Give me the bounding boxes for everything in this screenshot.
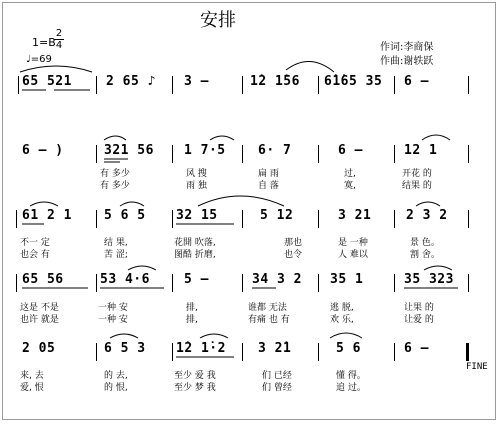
measure-notes: 6 5 3: [104, 341, 146, 356]
lyric-verse1: 结 果,: [104, 238, 128, 248]
lyric-verse1: 让果 的: [404, 303, 434, 313]
measure-notes: 1̇2 1̇56: [250, 74, 300, 89]
time-signature-top: 2: [55, 28, 63, 39]
lyric-verse1: 开花 的: [402, 169, 432, 179]
slur: [416, 202, 440, 206]
lyric-verse2: 雨 独: [186, 181, 207, 191]
song-title: 安排: [200, 10, 236, 31]
slur: [120, 202, 144, 206]
lyric-verse2: 一种 安: [98, 315, 128, 325]
measure-notes: 2 65 ♪: [106, 74, 156, 89]
lyric-verse2: 有 多少: [100, 181, 130, 191]
measure-notes: 321 56: [104, 143, 154, 158]
measure-notes: 6 –: [404, 74, 429, 89]
lyric-verse2: 欢 乐,: [330, 315, 354, 325]
tempo-marking: ♩=69: [26, 54, 52, 65]
lyric-verse1: 风 搜: [186, 169, 207, 179]
measure-notes: 3 2̇1: [258, 341, 292, 356]
lyric-verse2: 图酷 折磨,: [174, 250, 216, 260]
measure-notes: 6̇1̇65 35: [324, 74, 383, 89]
lyric-verse1: 过,: [344, 169, 356, 179]
lyric-verse1: 一种 安: [98, 303, 128, 313]
lyric-verse2: 追 过。: [336, 383, 366, 393]
lyric-verse2: 的 恨,: [104, 383, 128, 393]
lyric-verse2: 至少 梦 我: [174, 383, 216, 393]
measure-notes: 2 3 2: [406, 208, 448, 223]
slur: [330, 333, 362, 338]
measure-notes: 6 – ): [22, 143, 64, 158]
slur: [210, 136, 234, 140]
lyric-verse1: 来, 去: [20, 371, 44, 381]
slur: [200, 334, 228, 338]
measure-notes: 5 6: [336, 341, 361, 356]
lyric-verse2: 寞,: [344, 181, 356, 191]
lyric-verse1: 至少 爱 我: [174, 371, 216, 381]
lyricist-credit: 作词:李商保: [380, 42, 434, 53]
measure-notes: 34 3 2: [252, 272, 302, 287]
lyric-verse2: 们 曾经: [262, 383, 292, 393]
measure-notes: 6 –: [404, 341, 429, 356]
slur: [20, 66, 92, 72]
lyric-verse1: 是 一种: [338, 238, 368, 248]
lyric-verse2: 也许 就是: [20, 315, 59, 325]
lyric-verse1: 花開 吹落,: [174, 238, 216, 248]
measure-notes: 61 2 1: [22, 208, 72, 223]
measure-notes: 3 21: [338, 208, 372, 223]
composer-credit: 作曲:谢轶跃: [380, 56, 434, 67]
slur: [128, 266, 156, 270]
lyric-verse2: 排,: [186, 315, 198, 325]
measure-notes: 3 –: [184, 74, 209, 89]
lyric-verse2: 也会 有: [20, 250, 50, 260]
measure-notes: 53 4·6: [100, 272, 150, 287]
measure-notes: 1 7·5: [184, 143, 226, 158]
lyric-verse1: 景 色。: [410, 238, 440, 248]
measure-notes: 65 56: [22, 272, 64, 287]
slur: [424, 266, 452, 270]
lyric-verse1: 有 多少: [100, 169, 130, 179]
slur: [104, 136, 126, 140]
lyric-verse1: 们 已经: [262, 371, 292, 381]
lyric-verse1: 那也: [284, 238, 303, 248]
measure-notes: 5 12: [260, 208, 294, 223]
measure-notes: 35 1: [330, 272, 364, 287]
measure-notes: 2 05: [22, 341, 56, 356]
measure-notes: 5 6 5: [104, 208, 146, 223]
measure-notes: 65 521: [22, 74, 72, 89]
measure-notes: 5 –: [184, 272, 209, 287]
measure-notes: 35 323: [404, 272, 454, 287]
measure-notes: 1̇2 1̇·2: [176, 341, 226, 356]
lyric-verse1: 谁都 无法: [248, 303, 287, 313]
slur: [198, 196, 284, 206]
slur: [110, 334, 138, 338]
lyric-verse1: 这是 不是: [20, 303, 59, 313]
lyric-verse1: 的 去,: [104, 371, 128, 381]
slur: [422, 135, 450, 140]
slur: [30, 202, 58, 206]
lyric-verse1: 逃 脱,: [330, 303, 354, 313]
measure-notes: 12 1: [404, 143, 438, 158]
measure-notes: 32 15: [176, 208, 218, 223]
lyric-verse2: 有痛 也 有: [248, 315, 290, 325]
lyric-verse2: 也令: [284, 250, 303, 260]
lyric-verse1: 不一 定: [20, 238, 50, 248]
time-signature-bottom: 4: [55, 40, 63, 51]
lyric-verse1: 扁 雨: [258, 169, 279, 179]
lyric-verse2: 结果 的: [402, 181, 432, 191]
lyric-verse2: 爱, 恨: [20, 383, 44, 393]
slur: [286, 61, 334, 72]
lyric-verse1: 懂 得。: [336, 371, 366, 381]
key-signature: 1=B: [32, 36, 56, 49]
fine-marking: FINE: [466, 362, 488, 372]
lyric-verse2: 割 舍。: [410, 250, 440, 260]
measure-notes: 6· 7: [258, 143, 292, 158]
lyric-verse2: 让爱 的: [404, 315, 434, 325]
lyric-verse2: 人 难以: [338, 250, 368, 260]
lyric-verse1: 排,: [186, 303, 198, 313]
lyric-verse2: 苦 涩;: [104, 250, 128, 260]
measure-notes: 6 –: [338, 143, 363, 158]
lyric-verse2: 自 落: [258, 181, 279, 191]
